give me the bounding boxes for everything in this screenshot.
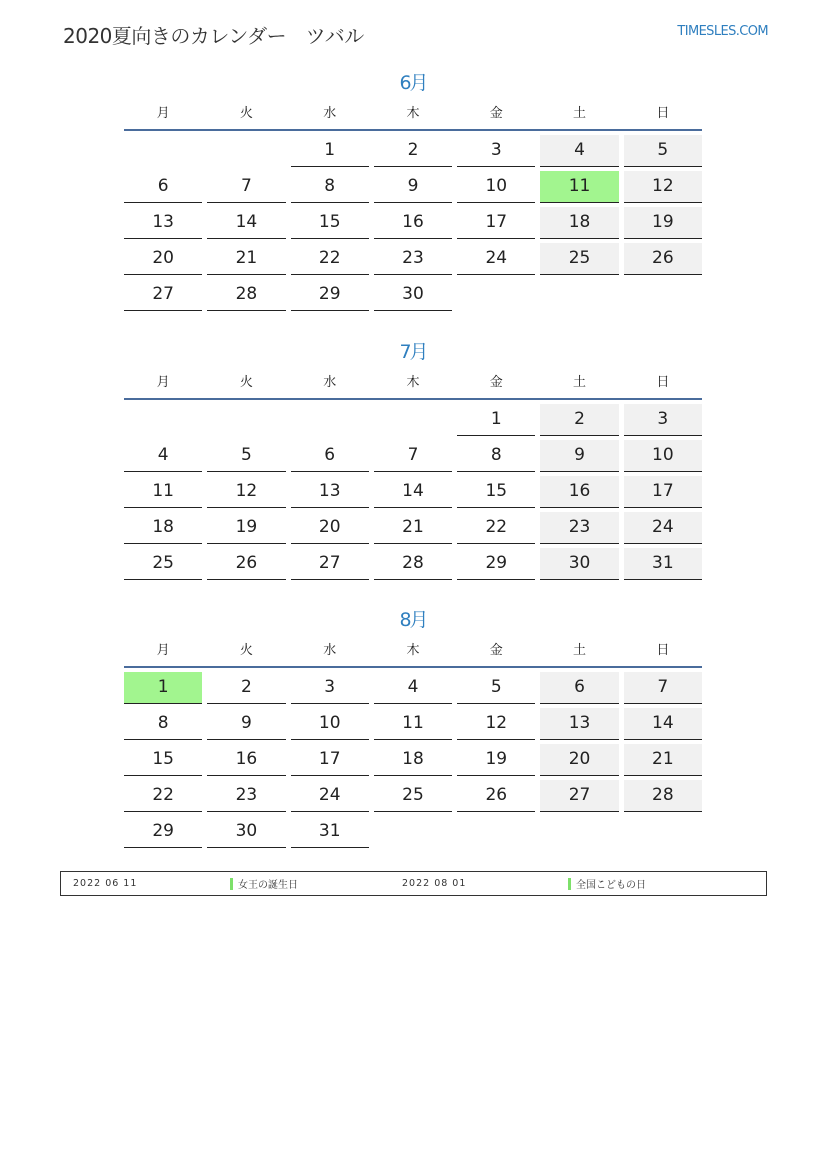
day-cell: 12: [207, 476, 285, 508]
day-cell: 19: [207, 512, 285, 544]
empty-day-cell: [207, 404, 285, 436]
day-cell: 9: [540, 440, 618, 472]
day-cell: 17: [291, 744, 369, 776]
weekday-label: 金: [489, 643, 503, 658]
day-cell: 5: [207, 440, 285, 472]
day-cell: 23: [207, 780, 285, 812]
week-row: [124, 548, 702, 580]
day-cell: 23: [540, 512, 618, 544]
weekday-label: 水: [323, 643, 337, 658]
legend-item: [402, 872, 466, 895]
week-row: [124, 440, 702, 472]
legend-item: [568, 872, 646, 895]
day-cell: 4: [540, 135, 618, 167]
day-cell: 13: [124, 207, 202, 239]
page-title: 2020夏向きのカレンダー ツバル: [63, 24, 364, 48]
day-cell: 27: [291, 548, 369, 580]
day-cell: 21: [374, 512, 452, 544]
day-cell: 6: [291, 440, 369, 472]
empty-day-cell: [624, 279, 702, 311]
weekday-label: 土: [573, 643, 587, 658]
brand-link[interactable]: TIMESLES.COM: [677, 24, 768, 39]
empty-day-cell: [457, 816, 535, 848]
empty-day-cell: [207, 135, 285, 167]
weekday-label: 火: [239, 375, 253, 390]
day-cell: 16: [207, 744, 285, 776]
empty-day-cell: [124, 404, 202, 436]
day-cell: 4: [374, 672, 452, 704]
header-divider: [124, 129, 702, 131]
day-cell: 8: [291, 171, 369, 203]
day-cell: 24: [291, 780, 369, 812]
week-row: [124, 708, 702, 740]
weekday-label: 水: [323, 375, 337, 390]
empty-day-cell: [457, 279, 535, 311]
day-cell: 7: [374, 440, 452, 472]
day-cell: 29: [124, 816, 202, 848]
day-cell: 16: [540, 476, 618, 508]
week-row: [124, 207, 702, 239]
day-cell: 8: [124, 708, 202, 740]
empty-day-cell: [291, 404, 369, 436]
week-grid: [124, 672, 702, 848]
day-cell: 28: [374, 548, 452, 580]
week-row: [124, 279, 702, 311]
weekday-label: 土: [573, 106, 587, 121]
day-cell: 13: [540, 708, 618, 740]
legend-item: [73, 872, 137, 895]
weekday-header-row: [124, 635, 702, 662]
week-row: [124, 512, 702, 544]
day-cell: 5: [624, 135, 702, 167]
day-cell: 20: [124, 243, 202, 275]
weekday-label: 日: [656, 375, 670, 390]
day-cell: 12: [457, 708, 535, 740]
week-row: [124, 672, 702, 704]
weekday-label: 水: [323, 106, 337, 121]
week-row: [124, 744, 702, 776]
day-cell: 16: [374, 207, 452, 239]
day-cell: 30: [207, 816, 285, 848]
weekday-header-row: [124, 98, 702, 125]
weekday-label: 金: [489, 106, 503, 121]
day-cell: 27: [540, 780, 618, 812]
day-cell: 15: [457, 476, 535, 508]
header-divider: [124, 666, 702, 668]
day-cell: 13: [291, 476, 369, 508]
month-july: [124, 337, 702, 580]
day-cell: 4: [124, 440, 202, 472]
day-cell: 14: [207, 207, 285, 239]
day-cell: 25: [374, 780, 452, 812]
day-cell: 30: [540, 548, 618, 580]
day-cell: 10: [291, 708, 369, 740]
day-cell: 25: [124, 548, 202, 580]
holiday-color-marker: [230, 878, 233, 890]
day-cell: 26: [624, 243, 702, 275]
weekday-label: 日: [656, 106, 670, 121]
month-title: 8月: [399, 609, 427, 631]
week-row: [124, 476, 702, 508]
month-august: [124, 605, 702, 848]
day-cell: 18: [374, 744, 452, 776]
day-cell: 21: [624, 744, 702, 776]
day-cell: 18: [540, 207, 618, 239]
day-cell: 24: [624, 512, 702, 544]
day-cell: 29: [291, 279, 369, 311]
month-title: 7月: [399, 341, 427, 363]
day-cell: 1: [457, 404, 535, 436]
day-cell: 17: [457, 207, 535, 239]
weekday-label: 月: [156, 643, 170, 658]
holiday-color-marker: [568, 878, 571, 890]
day-cell: 30: [374, 279, 452, 311]
day-cell: 6: [540, 672, 618, 704]
legend-item: [230, 872, 298, 895]
header-divider: [124, 398, 702, 400]
weekday-label: 火: [239, 643, 253, 658]
day-cell: 31: [291, 816, 369, 848]
day-cell: 27: [124, 279, 202, 311]
day-cell: 9: [374, 171, 452, 203]
weekday-label: 月: [156, 375, 170, 390]
day-cell: 2: [540, 404, 618, 436]
month-june: [124, 68, 702, 311]
holiday-day-cell: 11: [540, 171, 618, 203]
week-row: [124, 780, 702, 812]
week-row: [124, 404, 702, 436]
day-cell: 11: [124, 476, 202, 508]
weekday-label: 土: [573, 375, 587, 390]
weekday-header-row: [124, 367, 702, 394]
day-cell: 6: [124, 171, 202, 203]
empty-day-cell: [540, 816, 618, 848]
day-cell: 15: [291, 207, 369, 239]
day-cell: 1: [291, 135, 369, 167]
day-cell: 10: [624, 440, 702, 472]
legend-date: 2022 08 01: [402, 878, 467, 889]
weekday-label: 木: [406, 106, 420, 121]
day-cell: 3: [291, 672, 369, 704]
day-cell: 28: [207, 279, 285, 311]
holiday-legend: [60, 871, 767, 896]
day-cell: 20: [291, 512, 369, 544]
week-row: [124, 243, 702, 275]
day-cell: 22: [124, 780, 202, 812]
day-cell: 11: [374, 708, 452, 740]
weekday-label: 火: [239, 106, 253, 121]
day-cell: 31: [624, 548, 702, 580]
weekday-label: 金: [489, 375, 503, 390]
day-cell: 7: [624, 672, 702, 704]
day-cell: 19: [457, 744, 535, 776]
day-cell: 18: [124, 512, 202, 544]
empty-day-cell: [540, 279, 618, 311]
week-row: [124, 816, 702, 848]
weekday-label: 木: [406, 375, 420, 390]
day-cell: 3: [624, 404, 702, 436]
day-cell: 5: [457, 672, 535, 704]
weekday-label: 木: [406, 643, 420, 658]
day-cell: 14: [374, 476, 452, 508]
day-cell: 26: [207, 548, 285, 580]
day-cell: 29: [457, 548, 535, 580]
day-cell: 22: [291, 243, 369, 275]
empty-day-cell: [374, 404, 452, 436]
weekday-label: 日: [656, 643, 670, 658]
day-cell: 17: [624, 476, 702, 508]
empty-day-cell: [624, 816, 702, 848]
day-cell: 25: [540, 243, 618, 275]
day-cell: 23: [374, 243, 452, 275]
day-cell: 22: [457, 512, 535, 544]
day-cell: 3: [457, 135, 535, 167]
week-row: [124, 135, 702, 167]
week-row: [124, 171, 702, 203]
day-cell: 28: [624, 780, 702, 812]
month-title: 6月: [399, 72, 427, 94]
day-cell: 20: [540, 744, 618, 776]
legend-holiday-name: 女王の誕生日: [238, 880, 298, 891]
day-cell: 7: [207, 171, 285, 203]
day-cell: 19: [624, 207, 702, 239]
empty-day-cell: [374, 816, 452, 848]
day-cell: 14: [624, 708, 702, 740]
day-cell: 8: [457, 440, 535, 472]
legend-holiday-name: 全国こどもの日: [576, 880, 646, 891]
legend-date: 2022 06 11: [73, 878, 138, 889]
day-cell: 2: [207, 672, 285, 704]
day-cell: 9: [207, 708, 285, 740]
week-grid: [124, 404, 702, 580]
empty-day-cell: [124, 135, 202, 167]
day-cell: 24: [457, 243, 535, 275]
day-cell: 26: [457, 780, 535, 812]
week-grid: [124, 135, 702, 311]
weekday-label: 月: [156, 106, 170, 121]
day-cell: 21: [207, 243, 285, 275]
day-cell: 15: [124, 744, 202, 776]
holiday-day-cell: 1: [124, 672, 202, 704]
day-cell: 12: [624, 171, 702, 203]
day-cell: 10: [457, 171, 535, 203]
day-cell: 2: [374, 135, 452, 167]
